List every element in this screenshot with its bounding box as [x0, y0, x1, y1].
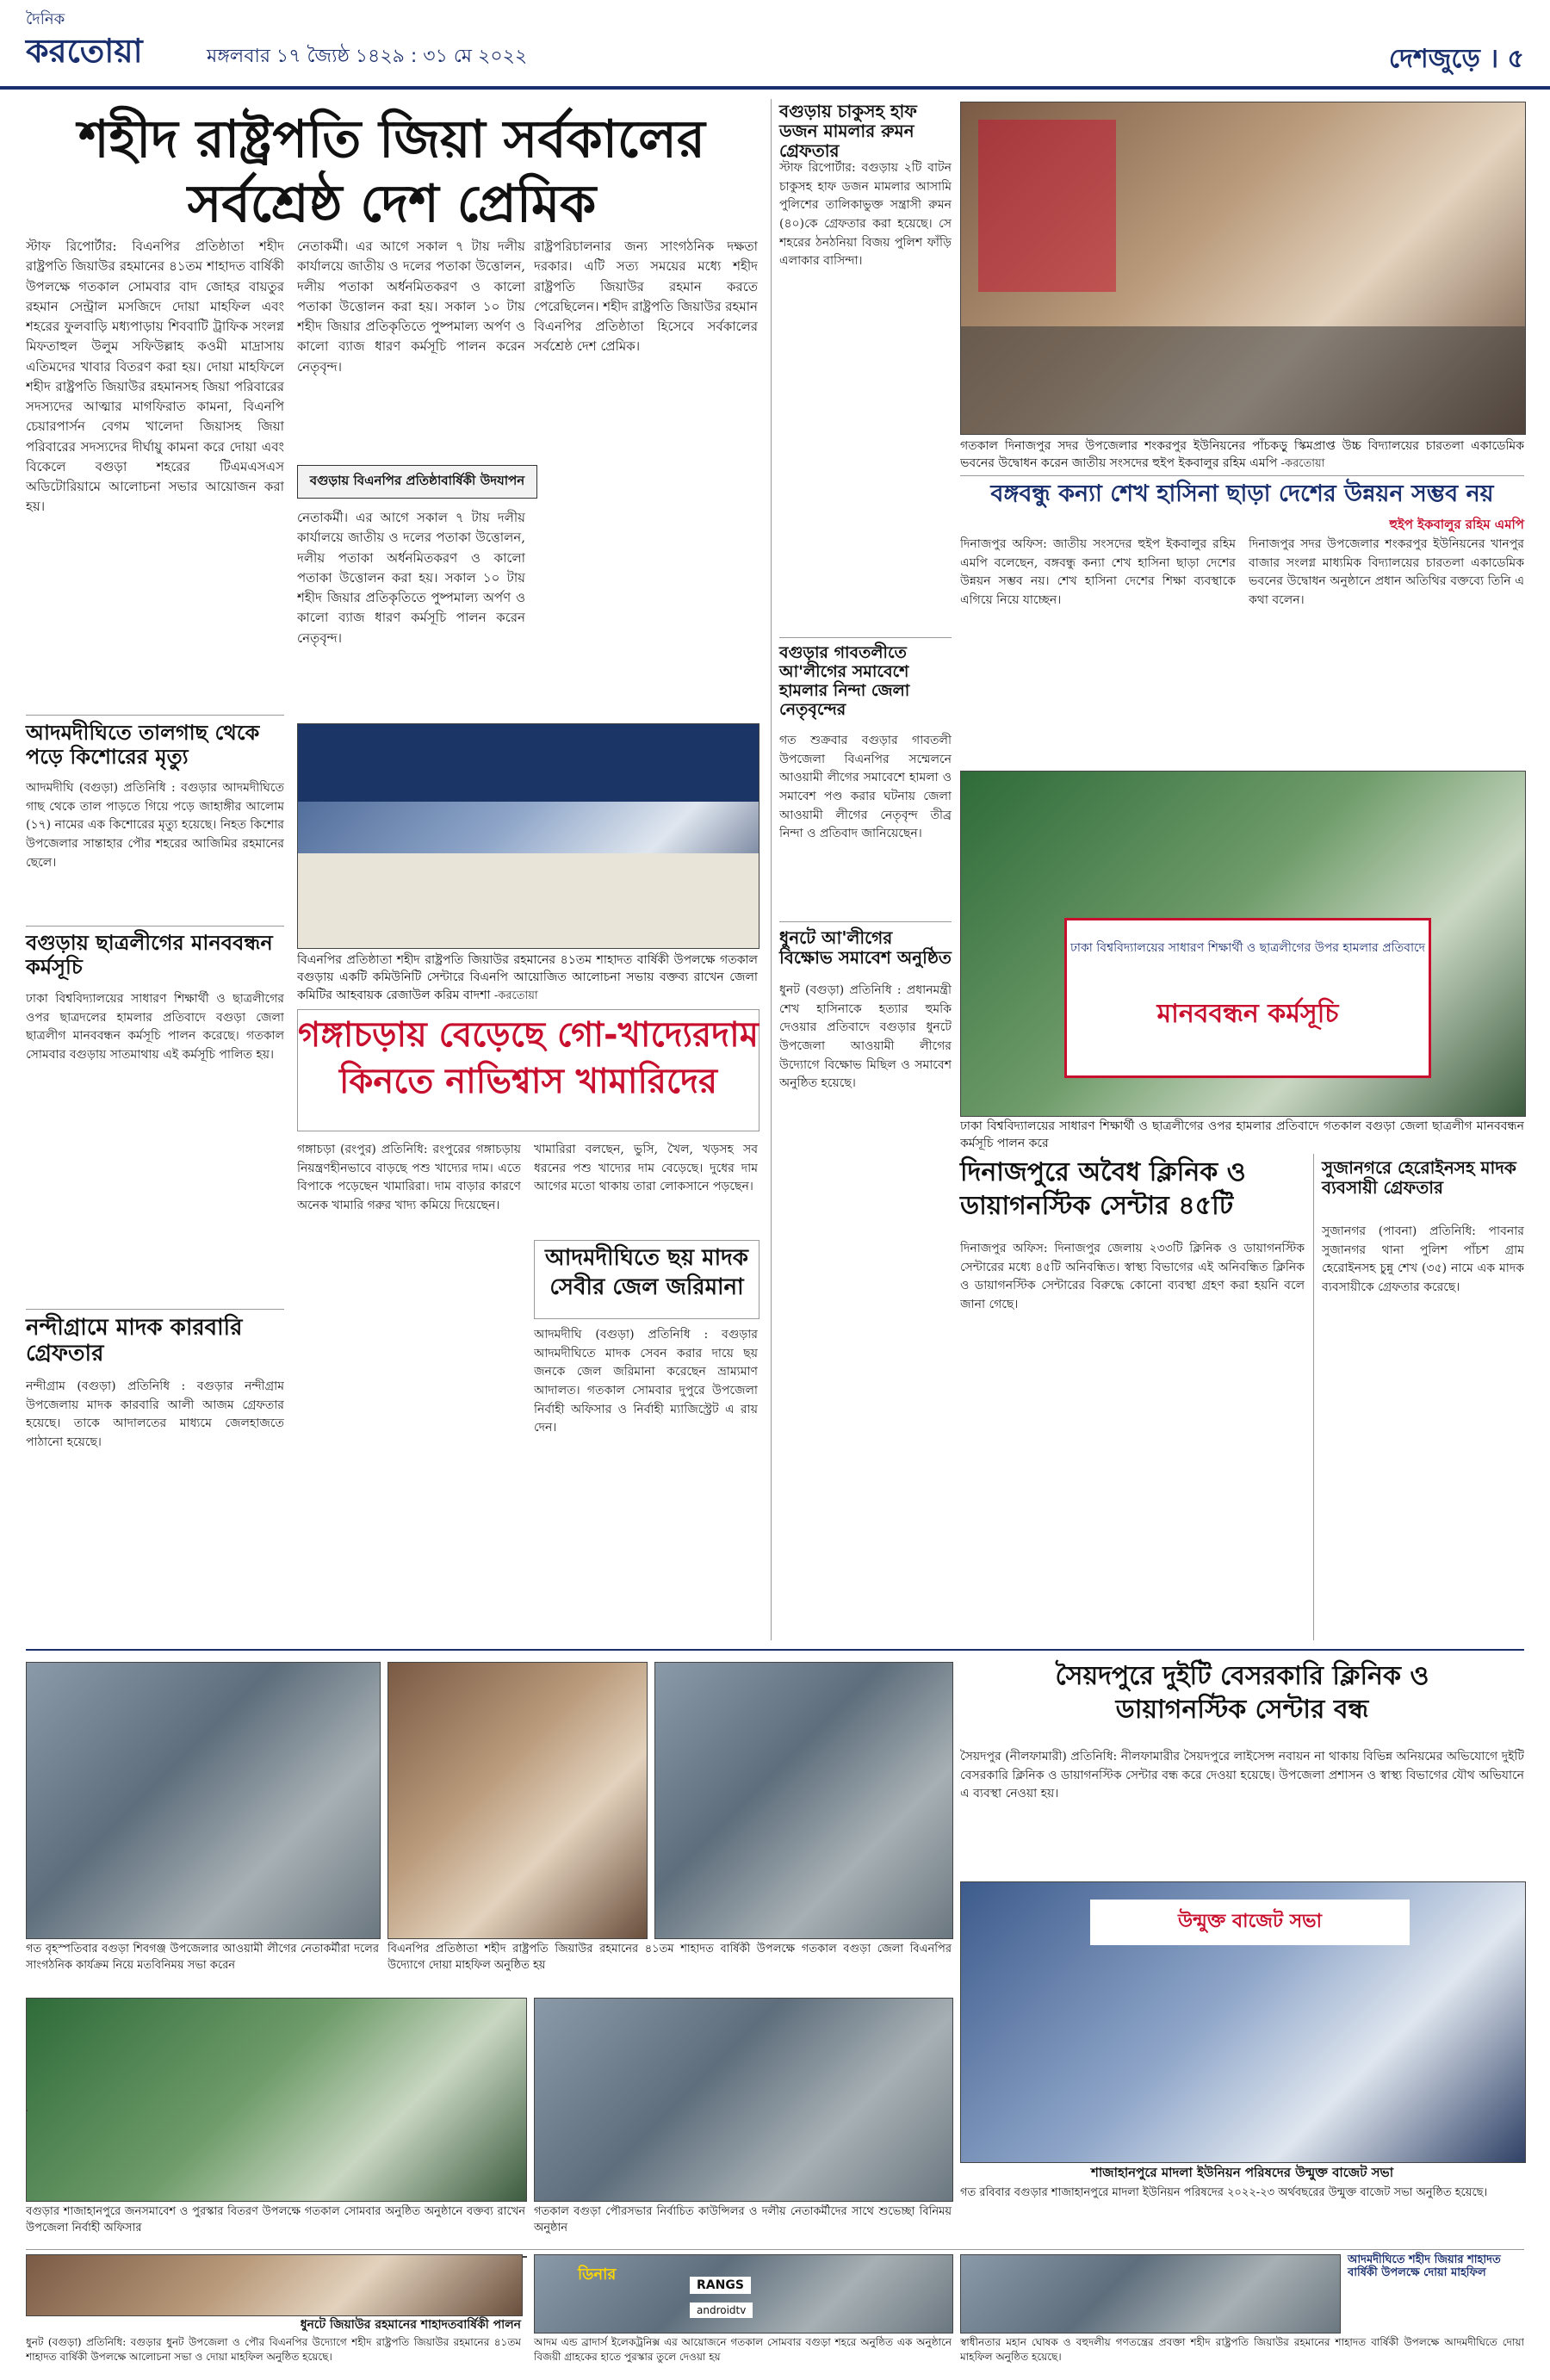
- adamdighi-body: আদমদীঘি (বগুড়া) প্রতিনিধি : বগুড়ার আদমদীঘিতে মাদক সেবন করার দায়ে ছয় জনকে জেল জরিমানা করেছেন ভ্রাম্যমাণ আদালত। গতকাল সোমবার দুপুরে উপজেলা নির্বাহী অফিসার ও নির্বাহী ম্যাজিস্ট্রেট এ রায় দেন।: [534, 1328, 758, 1435]
- divider: [26, 926, 284, 927]
- mid-story1-body: স্টাফ রিপোর্টার: বগুড়ায় ২টি বাটন চাকুসহ হাফ ডজন মামলার আসামি পুলিশের তালিকাভুক্ত সন্ত্রাসী রুমন (৪০)কে গ্রেফতার করা হয়েছে। সে শহরের ঠনঠনিয়া বিজয় পুলিশ ফাঁড়ি এলাকার বাসিন্দা।: [779, 161, 952, 269]
- row3-photo-dhunat: [26, 2110, 28, 2111]
- divider: [26, 1309, 284, 1310]
- saidpur-body: সৈয়দপুর (নীলফামারী) প্রতিনিধি: নীলফামারীর সৈয়দপুরে লাইসেন্স নবায়ন না থাকায় বিভিন্ন অনিয়মের অভিযোগে দুইটি বেসরকারি ক্লিনিক ও ডায়াগনস্টিক সেন্টার বন্ধ করে দেওয়া হয়েছে। উপজেলা প্রশাসন ও স্বাস্থ্য বিভাগের যৌথ অভিযানে এ ব্যবস্থা নেওয়া হয়।: [960, 1750, 1524, 1801]
- divider: [960, 475, 1524, 476]
- right-top-body-col2: দিনাজপুর সদর উপজেলার শংকরপুর ইউনিয়নের খানপুর বাজার সংলগ্ন মাধ্যমিক বিদ্যালয়ের চারতলা একাডেমিক ভবনের উদ্বোধন অনুষ্ঠানে প্রধান অতিথির বক্তব্যে তিনি এ কথা বলেন।: [1249, 537, 1524, 608]
- left-story1-body: আদমদীঘি (বগুড়া) প্রতিনিধি : বগুড়ার আদমদীঘিতে গাছ থেকে তাল পাড়তে গিয়ে পড়ে জাহাঙ্গীর আলোম (১৭) নামের এক কিশোরের মৃত্যু হয়েছে। নিহত কিশোর উপজেলার সান্তাহার পৌর শহরের আজিমির রহমানের ছেলে।: [26, 781, 284, 870]
- dhunat-photo: [26, 2254, 523, 2316]
- adamdighi-headline-line1: আদমদীঘিতে ছয় মাদক: [545, 1245, 748, 1271]
- adamdighi-doa-title: আদমদীঘিতে শহীদ জিয়ার শাহাদত বার্ষিকী উপলক্ষে দোয়া মাহফিল: [1348, 2253, 1501, 2279]
- rangs-board: RANGS: [690, 2277, 751, 2294]
- right-top-headline: বঙ্গবন্ধু কন্যা শেখ হাসিনা ছাড়া দেশের উন্নয়ন সম্ভব নয়: [990, 480, 1494, 507]
- mid-story1-title: বগুড়ায় চাকুসহ হাফ ডজন মামলার রুমন গ্রেফতার: [779, 101, 917, 161]
- row1-photo2: [388, 1662, 648, 1939]
- sujanagar-body: সুজানগর (পাবনা) প্রতিনিধি: পাবনার সুজানগর থানা পুলিশ পাঁচশ গ্রাম হেরোইনসহ চুন্নু শেখ (৩৫) নামে এক মাদক ব্যবসায়ীকে গ্রেফতার করেছে।: [1322, 1224, 1524, 1295]
- dinajpur-body: দিনাজপুর অফিস: দিনাজপুর জেলায় ২৩৩টি ক্লিনিক ও ডায়াগনস্টিক সেন্টারের মধ্যে ৪৫টি অনিবন্ধিত। স্বাস্থ্য বিভাগের এই অনিবন্ধিত ক্লিনিক ও ডায়াগনস্টিক সেন্টারের বিরুদ্ধে কোনো ব্যবস্থা গ্রহণ করা হয়নি বলে জানা গেছে।: [960, 1242, 1305, 1312]
- lead-body-col2: নেতাকর্মী। এর আগে সকাল ৭ টায় দলীয় কার্যালয়ে জাতীয় ও দলের পতাকা উত্তোলন, দলীয় পতাকা অর্ধনমিতকরণ ও কালো পতাকা উত্তোলন করা হয়। সকাল ১০ টায় শহীদ জিয়ার প্রতিকৃতিতে পুষ্পমাল্য অর্পণ ও কালো ব্যাজ ধারণ কর্মসূচি পালন করেন নেতৃবৃন্দ।: [297, 239, 525, 375]
- right-top-body-col1: দিনাজপুর অফিস: জাতীয় সংসদের হুইপ ইকবালুর রহিম এমপি বলেছেন, বঙ্গবন্ধু কন্যা শেখ হাসিনা ছাড়া দেশের উন্নয়ন সম্ভব নয়। শেখ হাসিনা দেশের শিক্ষা ব্যবস্থাকে এগিয়ে নিয়ে যাচ্ছেন।: [960, 537, 1236, 608]
- rangs-photo: [534, 2254, 953, 2334]
- divider: [26, 2249, 1524, 2250]
- left-story2-title: বগুড়ায় ছাত্রলীগের মানববন্ধন কর্মসূচি: [26, 931, 273, 979]
- budget-banner: উন্মুক্ত বাজেট সভা: [1090, 1900, 1410, 1945]
- row2-caption2: গতকাল বগুড়া পৌরসভার নির্বাচিত কাউন্সিলর ও দলীয় নেতাকর্মীদের সাথে শুভেচ্ছা বিনিময় অনুষ্ঠান: [534, 2205, 952, 2234]
- lead-body-col2b: নেতাকর্মী। এর আগে সকাল ৭ টায় দলীয় কার্যালয়ে জাতীয় ও দলের পতাকা উত্তোলন, দলীয় পতাকা অর্ধনমিতকরণ ও কালো পতাকা উত্তোলন করা হয়। সকাল ১০ টায় শহীদ জিয়ার প্রতিকৃতিতে পুষ্পমাল্য অর্পণ ও কালো ব্যাজ ধারণ কর্মসূচি পালন করেন নেতৃবৃন্দ।: [297, 510, 525, 646]
- dinajpur-headline-line1: দিনাজপুরে অবৈধ ক্লিনিক ও: [960, 1157, 1246, 1187]
- saidpur-headline-line1: সৈয়দপুরে দুইটি বেসরকারি ক্লিনিক ও: [1055, 1661, 1429, 1691]
- gangachara-headline-line2: কিনতে নাভিশ্বাস খামারিদের: [338, 1062, 718, 1101]
- left-story3-body: নন্দীগ্রাম (বগুড়া) প্রতিনিধি : বগুড়ার নন্দীগ্রাম উপজেলায় মাদক কারবারি আলী আজম গ্রেফতার হয়েছে। তাকে আদালতের মাধ্যমে জেলহাজতে পাঠানো হয়েছে।: [26, 1379, 284, 1450]
- budget-caption-body: গত রবিবার বগুড়ার শাজাহানপুরে মাদলা ইউনিয়ন পরিষদের ২০২২-২৩ অর্থবছরের উন্মুক্ত বাজেট সভা অনুষ্ঠিত হয়েছে।: [960, 2186, 1488, 2199]
- dinajpur-headline: [960, 1158, 1305, 1221]
- budget-caption-title: শাজাহানপুরে মাদলা ইউনিয়ন পরিষদের উন্মুক্ত বাজেট সভা: [1090, 2165, 1394, 2180]
- gangachara-headline-box: [297, 1009, 760, 1131]
- dhunat-caption-title: ধুনটে জিয়াউর রহমানের শাহাদতবার্ষিকী পালন: [300, 2318, 521, 2332]
- divider: [779, 921, 952, 922]
- banner-big-text: মানববন্ধন কর্মসূচি: [1156, 999, 1339, 1029]
- row2-caption1: বগুড়ার শাজাহানপুরে জনসমাবেশ ও পুরস্কার বিতরণ উপলক্ষে গতকাল সোমবার অনুষ্ঠিত অনুষ্ঠানে বক্তব্য রাখেন উপজেলা নির্বাহী অফিসার: [26, 2205, 525, 2234]
- divider: [1313, 1154, 1314, 1640]
- adamdighi-doa-body: স্বাধীনতার মহান ঘোষক ও বহুদলীয় গণতন্ত্রের প্রবক্তা শহীদ রাষ্ট্রপতি জিয়াউর রহমানের শাহাদত বার্ষিকী উপলক্ষে আদমদীঘিতে দোয়া মাহফিল অনুষ্ঠিত হয়েছে।: [960, 2336, 1524, 2364]
- left-story2-body: ঢাকা বিশ্ববিদ্যালয়ের সাধারণ শিক্ষার্থী ও ছাত্রলীগের ওপর ছাত্রদলের হামলার প্রতিবাদে বগুড়া জেলা ছাত্রলীগ মানববন্ধন কর্মসূচি পালন করেছে। গতকাল সোমবার বগুড়ায় সাতমাথায় এই কর্মসূচি পালিত হয়।: [26, 992, 284, 1063]
- saidpur-headline: [960, 1662, 1524, 1725]
- rangs-caption: আদম এন্ড ব্রাদার্স ইলেকট্রনিক্স এর আয়োজনে গতকাল সোমবার বগুড়া শহরে অনুষ্ঠিত এক অনুষ্ঠানে বিজয়ী গ্রাহকের হাতে পুরস্কার তুলে দেওয়া হয়: [534, 2336, 952, 2364]
- section-title: দেশজুড়ে । ৫: [1388, 44, 1524, 74]
- mid-story2-body: গত শুক্রবার বগুড়ার গাবতলী উপজেলা বিএনপির সম্মেলনে আওয়ামী লীগের সমাবেশে হামলা ও সমাবেশ পণ্ড করার ঘটনায় জেলা আওয়ামী লীগের নেতৃবৃন্দ তীব্র নিন্দা ও প্রতিবাদ জানিয়েছেন।: [779, 734, 952, 841]
- gangachara-headline-line1: গঙ্গাচড়ায় বেড়েছে গো-খাদ্যেরদাম: [298, 1015, 759, 1055]
- lead-headline-line2: সর্বশ্রেষ্ঠ দেশ প্রেমিক: [187, 174, 597, 234]
- divider: [779, 637, 952, 638]
- right-top-byline: হুইপ ইকবালুর রহিম এমপি: [1389, 517, 1524, 532]
- dinner-sign: ডিনার: [578, 2265, 617, 2284]
- dateline: মঙ্গলবার ১৭ জ্যৈষ্ঠ ১৪২৯ : ৩১ মে ২০২২: [207, 46, 528, 67]
- mid-story3-title: ধুনটে আ'লীগের বিক্ষোভ সমাবেশ অনুষ্ঠিত: [779, 927, 952, 968]
- row2-photo1: [26, 1998, 527, 2202]
- saidpur-headline-line2: ডায়াগনস্টিক সেন্টার বন্ধ: [1115, 1694, 1369, 1725]
- lead-headline: [26, 110, 758, 234]
- adamdighi-headline-box: [534, 1240, 760, 1319]
- banner-text: ঢাকা বিশ্ববিদ্যালয়ের সাধারণ শিক্ষার্থী ও ছাত্রলীগের উপর হামলার প্রতিবাদে: [1070, 941, 1425, 955]
- right-banner-photo: [960, 771, 1526, 1117]
- paper-logo: করতোয়া: [26, 32, 143, 70]
- lead-body-col1: স্টাফ রিপোর্টার: বিএনপির প্রতিষ্ঠাতা শহীদ রাষ্ট্রপতি জিয়াউর রহমানের ৪১তম শাহাদত বার্ষিকী উপলক্ষে গতকাল সোমবার বাদ জোহর বায়তুর রহমান সেন্ট্রাল মসজিদে দোয়া মাহফিল এবং শহরের ফুলবাড়ি মধ্যপাড়ায় শিববাটি ট্রাফিক সংলগ্ন মিফতাহুল উলুম সফিউল্লাহ কওমী মাদ্রাসায় এতিমদের খাবার বিতরণ করা হয়। দোয়া মাহফিলে শহীদ রাষ্ট্রপতি জিয়াউর রহমানসহ জিয়া পরিবারের সদস্যদের আত্মার মাগফিরাত কামনা, বিএনপি চেয়ারপার্সন বেগম খালেদা জিয়াসহ জিয়া পরিবারের সদস্যদের দীর্ঘায়ু কামনা করে দোয়া এবং বিকেলে বগুড়া শহরের টিএমএসএস অডিটোরিয়ামে আলোচনা সভার আয়োজন করা হয়।: [26, 239, 284, 515]
- right-top-photo-caption: গতকাল দিনাজপুর সদর উপজেলার শংকরপুর ইউনিয়নের পাঁচকড়ু স্কিমপ্রাপ্ত উচ্চ বিদ্যালয়ের চারতলা একাডেমিক ভবনের উদ্বোধন করেন জাতীয় সংসদের হুইপ ইকবালুর রহিম এমপি -করতোয়া: [960, 439, 1524, 471]
- row1-photo1: [26, 1662, 381, 1939]
- lead-photo-caption: বিএনপির প্রতিষ্ঠাতা শহীদ রাষ্ট্রপতি জিয়াউর রহমানের ৪১তম শাহাদত বার্ষিকী উপলক্ষে গতকাল বগুড়ায় একটি কমিউনিটি সেন্টারে বিএনপি আয়োজিত আলোচনা সভায় বক্তব্য রাখেন জেলা কমিটির আহবায়ক রেজাউল করিম বাদশা -করতোয়া: [297, 953, 758, 1002]
- row1-caption1: গত বৃহস্পতিবার বগুড়া শিবগঞ্জ উপজেলার আওয়ামী লীগের নেতাকর্মীরা দলের সাংগঠনিক কার্যক্রম নিয়ে মতবিনিময় সভা করেন: [26, 1943, 379, 1972]
- left-story3-title: নন্দীগ্রামে মাদক কারবারি গ্রেফতার: [26, 1315, 243, 1367]
- adamdighi-headline-line2: সেবীর জেল জরিমানা: [549, 1274, 744, 1300]
- row2-photo2: [534, 1998, 953, 2202]
- row1-photo3: [654, 1662, 953, 1939]
- dinajpur-headline-line2: ডায়াগনস্টিক সেন্টার ৪৫টি: [960, 1190, 1234, 1221]
- lead-body-col3: রাষ্ট্রপরিচালনার জন্য সাংগঠনিক দক্ষতা দরকার। এটি সত্য সময়ের মধ্যে শহীদ রাষ্ট্রপতি জিয়াউর রহমান করতে পেরেছিলেন। শহীদ রাষ্ট্রপতি জিয়াউর রহমান বিএনপির প্রতিষ্ঠাতা হিসেবে সর্বকালের সর্বশ্রেষ্ঠ দেশ প্রেমিক।: [534, 239, 758, 355]
- mid-story2-title: বগুড়ার গাবতলীতে আ'লীগের সমাবেশে হামলার নিন্দা জেলা নেতৃবৃন্দের: [779, 643, 910, 719]
- lead-photo: [297, 723, 760, 949]
- sujanagar-headline: সুজানগরে হেরোইনসহ মাদক ব্যবসায়ী গ্রেফতার: [1322, 1157, 1516, 1198]
- left-story1-title: আদমদীঘিতে তালগাছ থেকে পড়ে কিশোরের মৃত্যু: [26, 721, 260, 769]
- section-divider: [26, 1649, 1524, 1651]
- divider: [771, 99, 772, 1640]
- gangachara-body-col1: গঙ্গাচড়া (রংপুর) প্রতিনিধি: রংপুরের গঙ্গাচড়ায় নিয়ন্ত্রণহীনভাবে বাড়ছে পশু খাদ্যের দাম। এতে বিপাকে পড়েছেন খামারিরা। দাম বাড়ার কারণে অনেক খামারি গরুর খাদ্য কমিয়ে দিয়েছেন।: [297, 1143, 521, 1213]
- lead-headline-line1: শহীদ রাষ্ট্রপতি জিয়া সর্বকালের: [78, 109, 705, 170]
- budget-photo: [960, 1881, 1526, 2163]
- gangachara-body-col2: খামারিরা বলছেন, ভুসি, খৈল, খড়সহ সব ধরনের পশু খাদ্যের দাম বেড়েছে। দুধের দাম আগের মতো থাকায় তারা লোকসানে পড়ছেন।: [534, 1143, 758, 1194]
- divider: [26, 715, 284, 716]
- right-banner-caption: ঢাকা বিশ্ববিদ্যালয়ের সাধারণ শিক্ষার্থী ও ছাত্রলীগের ওপর হামলার প্রতিবাদে গতকাল বগুড়া জেলা ছাত্রলীগ মানববন্ধন কর্মসূচি পালন করে: [960, 1119, 1524, 1151]
- mid-story3-body: ধুনট (বগুড়া) প্রতিনিধি : প্রধানমন্ত্রী শেখ হাসিনাকে হত্যার হুমকি দেওয়ার প্রতিবাদে বগুড়ার ধুনটে উপজেলা আওয়ামী লীগের উদ্যোগে বিক্ষোভ মিছিল ও সমাবেশ অনুষ্ঠিত হয়েছে।: [779, 983, 952, 1091]
- row1-caption2: বিএনপির প্রতিষ্ঠাতা শহীদ রাষ্ট্রপতি জিয়াউর রহমানের ৪১তম শাহাদত বার্ষিকী উপলক্ষে গতকাল বগুড়া জেলা বিএনপির উদ্যোগে দোয়া মাহফিল অনুষ্ঠিত হয়: [388, 1943, 952, 1972]
- lead-box-label: বগুড়ায় বিএনপির প্রতিষ্ঠাবার্ষিকী উদযাপন: [297, 465, 537, 499]
- adamdighi-doa-photo: [960, 2254, 1341, 2334]
- paper-name-small: দৈনিক: [26, 10, 65, 28]
- dhunat-caption-body: ধুনট (বগুড়া) প্রতিনিধি: বগুড়ার ধুনট উপজেলা ও পৌর বিএনপির উদ্যোগে শহীদ রাষ্ট্রপতি জিয়াউর রহমানের ৪১তম শাহাদত বার্ষিকী উপলক্ষে আলোচনা সভা ও দোয়া মাহফিল অনুষ্ঠিত হয়েছে।: [26, 2336, 521, 2364]
- androidtv-label: androidtv: [690, 2303, 753, 2318]
- right-top-photo: [960, 102, 1526, 435]
